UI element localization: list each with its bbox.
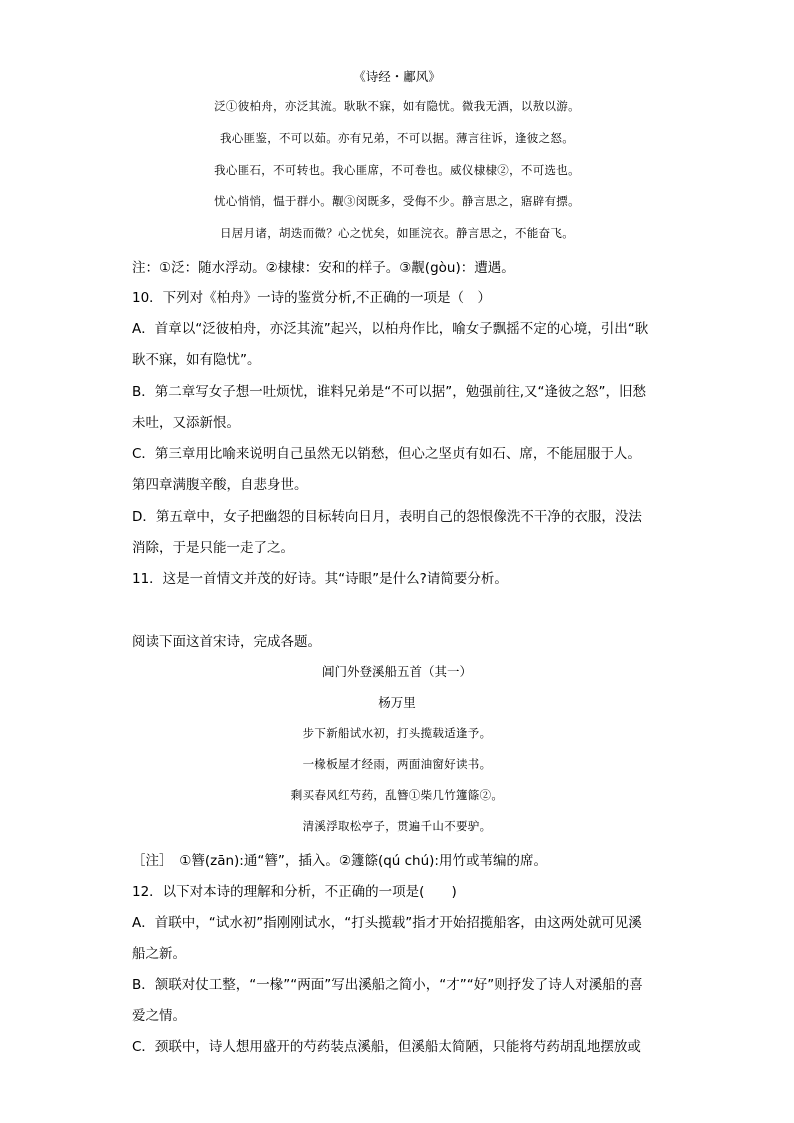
poem-line: 日居月诸，胡迭而微？心之忧矣，如匪浣衣。静言思之，不能奋飞。 — [220, 226, 574, 240]
q12-option-b-cont: 爱之情。 — [132, 1008, 186, 1024]
q12-option-b: B．颔联对仗工整，“一椽”“两面”写出溪船之简小，“才”“好”则抒发了诗人对溪船的喜 — [132, 977, 643, 993]
poem-note: ［注］ ①簪(zān):通“簪”，插入。②籧篨(qú chú):用竹或苇编的席。 — [132, 853, 547, 869]
q10-option-c-cont: 第四章满腹辛酸，自悲身世。 — [132, 477, 308, 493]
q12-option-c: C．颈联中，诗人想用盛开的芍药装点溪船，但溪船太简陋，只能将芍药胡乱地摆放或 — [132, 1039, 641, 1055]
q10-option-a-cont: 耿不寐，如有隐忧”。 — [132, 352, 261, 368]
question-10-stem: 10．下列对《柏舟》一诗的鉴赏分析,不正确的一项是（ ） — [132, 290, 491, 306]
poem-line: 一椽板屋才经雨，两面油窗好读书。 — [302, 757, 492, 771]
poem-note: 注：①泛：随水浮动。②棣棣：安和的样子。③觏(gòu)：遭遇。 — [132, 260, 515, 276]
q10-option-c: C．第三章用比喻来说明自己虽然无以销愁，但心之坚贞有如石、席，不能屈服于人。 — [132, 446, 641, 462]
poem-line: 步下新船试水初，打头揽载适逢予。 — [302, 726, 492, 740]
question-12-stem: 12．以下对本诗的理解和分析，不正确的一项是( ) — [132, 884, 457, 900]
q10-option-d-cont: 消除，于是只能一走了之。 — [132, 540, 294, 556]
q12-option-a-cont: 船之新。 — [132, 946, 186, 962]
q10-option-d: D．第五章中，女子把幽怨的目标转向日月，表明自己的怨恨像洗不干净的衣服，没法 — [132, 509, 642, 525]
poem-line: 忧心悄悄，愠于群小。觏③闵既多，受侮不少。静言思之，寤辟有摽。 — [214, 194, 580, 208]
q10-option-b: B．第二章写女子想一吐烦忧，谁料兄弟是“不可以据”，勉强前往,又“逢彼之怒”，旧愁 — [132, 384, 647, 400]
poem-title: 阊门外登溪船五首（其一） — [321, 664, 472, 679]
reading-intro: 阅读下面这首宋诗，完成各题。 — [132, 634, 321, 650]
poem-line: 剩买春风红芍药，乱簪①柴几竹籧篨②。 — [290, 788, 504, 802]
poem-line: 我心匪石，不可转也。我心匪席，不可卷也。威仪棣棣②，不可选也。 — [214, 163, 580, 177]
poem-line: 泛①彼柏舟，亦泛其流。耿耿不寐，如有隐忧。微我无酒，以敖以游。 — [214, 99, 580, 113]
q10-option-b-cont: 未吐，又添新恨。 — [132, 415, 240, 431]
poem-line: 清溪浮取松亭子，贯遍千山不要驴。 — [302, 819, 492, 833]
poem-title: 《诗经・鄘风》 — [353, 69, 441, 84]
poem-line: 我心匪鉴，不可以茹。亦有兄弟，不可以据。薄言往诉，逢彼之怒。 — [220, 131, 574, 145]
poem-author: 杨万里 — [378, 695, 416, 710]
question-11-stem: 11．这是一首情文并茂的好诗。其“诗眼”是什么?请简要分析。 — [132, 571, 508, 587]
q10-option-a: A．首章以“泛彼柏舟，亦泛其流”起兴，以柏舟作比，喻女子飘摇不定的心境，引出“耿 — [132, 321, 649, 337]
q12-option-a: A．首联中，“试水初”指刚刚试水，“打头揽载”指才开始招揽船客，由这两处就可见溪 — [132, 915, 642, 931]
